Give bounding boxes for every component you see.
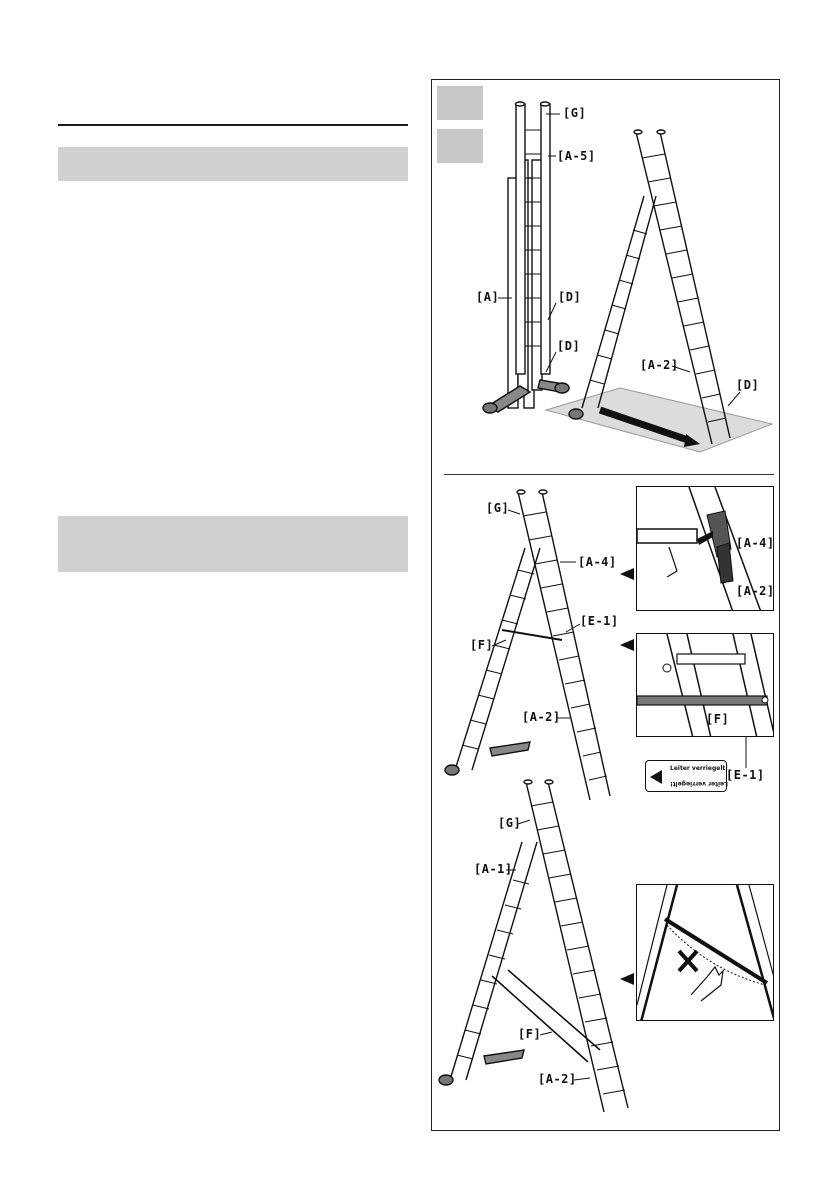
label-a2-top: [A-2] (640, 358, 679, 372)
label-a4: [A-4] (578, 555, 617, 569)
label-a5: [A-5] (557, 149, 596, 163)
sticker-text-2: Leiter verriegelt! (670, 780, 728, 787)
floor-area (546, 388, 772, 452)
pinch-warning-drawing (637, 885, 774, 1021)
inset-pointer-3 (620, 973, 634, 985)
inset-pinch-warning (636, 884, 774, 1021)
label-f-inset: [F] (706, 712, 730, 726)
label-g-bot: [G] (498, 816, 522, 830)
inset-spreader-detail (636, 633, 774, 737)
inset-pointer-2 (620, 639, 634, 651)
label-a2-mid: [A-2] (522, 710, 561, 724)
label-d-1: [D] (558, 290, 582, 304)
label-a1: [A-1] (474, 862, 513, 876)
locked-sticker (645, 760, 727, 792)
label-f-bot: [F] (518, 1027, 542, 1041)
label-g-mid: [G] (486, 501, 510, 515)
inset-pointer-1 (620, 568, 634, 580)
aframe-ladder-bot (439, 780, 628, 1112)
label-e1: [E-1] (580, 614, 619, 628)
label-e1-inset: [E-1] (726, 768, 765, 782)
sticker-text-1: Leiter verriegelt! (670, 765, 728, 772)
label-a2-inset: [A-2] (736, 584, 775, 598)
left-arrow-icon (650, 770, 662, 784)
label-f-mid: [F] (470, 638, 494, 652)
label-g-top: [G] (563, 106, 587, 120)
label-d-3: [D] (736, 378, 760, 392)
label-a2-bot: [A-2] (538, 1072, 577, 1086)
label-d-2: [D] (557, 339, 581, 353)
label-a: [A] (476, 290, 500, 304)
label-a4-inset: [A-4] (736, 536, 775, 550)
